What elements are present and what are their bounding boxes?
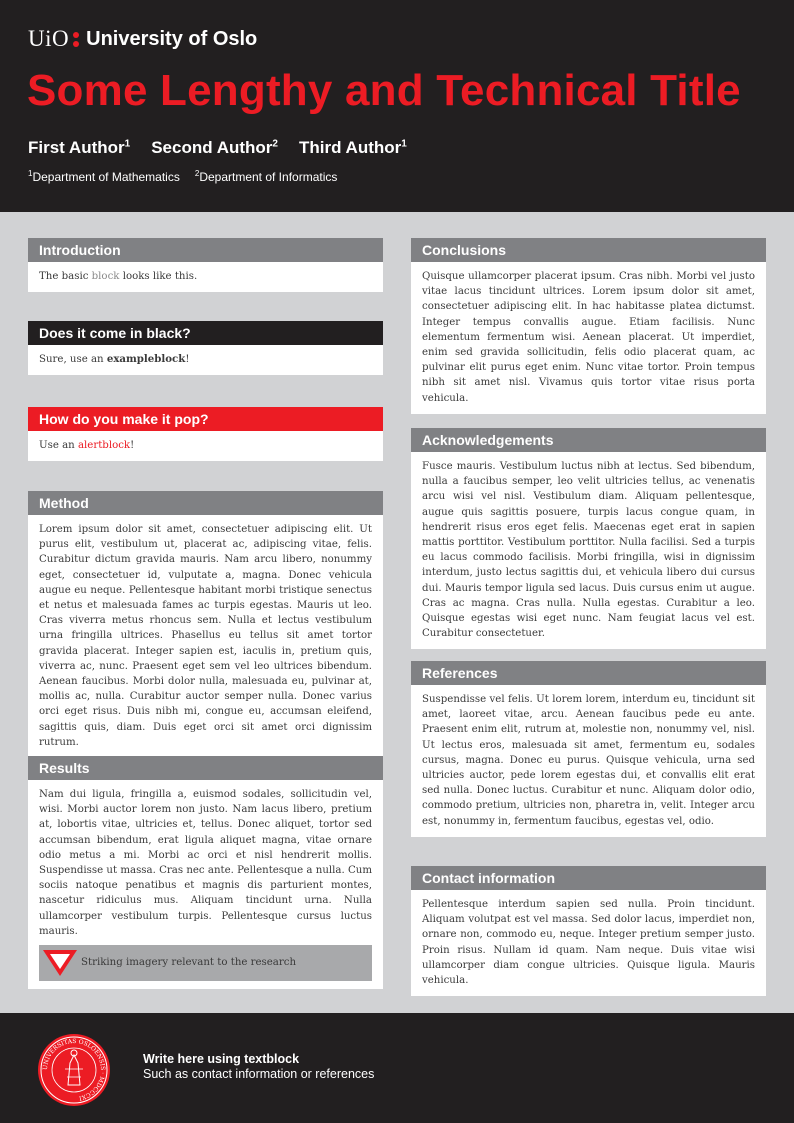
logo-dots-icon (73, 32, 79, 47)
block-body: Lorem ipsum dolor sit amet, consectetuer adipiscing elit. Ut purus elit, vestibulum ut, placerat ac, adipiscing vitae, felis. Curabitur dictum gravida mauris. Nam arcu libero, nonummy eget, consectetuer id, vulputate a, magna. Donec vehicula augue eu neque. Pellentesque habitant morbi tristique senectus et netus et malesuada fames ac turpis egestas. Mauris ut leo. Cras viverra metus rhoncus sem. Nulla et lectus vestibulum urna fringilla ultrices. Phasellus eu tellus sit amet tortor gravida placerat. Integer sapien est, iaculis in, pretium quis, viverra ac, nunc. Praesent eget sem vel leo ultrices bibendum. Aenean faucibus. Morbi dolor nulla, malesuada eu, pulvinar at, mollis ac, nulla. Curabitur auctor semper nulla. Donec varius orci eget risus. Duis nibh mi, congue eu, accumsan eleifend, sagittis quis, diam. Duis eget orci sit amet orci dignissim rutrum. (28, 515, 383, 758)
block-title: Method (28, 491, 383, 515)
footer-line: Such as contact information or references (143, 1067, 375, 1081)
block-results (28, 756, 383, 989)
uio-logo (28, 26, 257, 52)
poster-header (0, 0, 794, 212)
warning-icon (41, 948, 79, 978)
block-title: Introduction (28, 238, 383, 262)
block-method (28, 491, 383, 758)
block-black (28, 321, 383, 375)
block-title: Acknowledgements (411, 428, 766, 452)
block-title: How do you make it pop? (28, 407, 383, 431)
footer-textblock (143, 1052, 374, 1082)
block-contact (411, 866, 766, 996)
block-title: Contact information (411, 866, 766, 890)
affiliation: $^1$Department of Mathematics (28, 169, 180, 184)
affiliation-list (28, 169, 337, 184)
poster-title: Some Lengthy and Technical Title (27, 66, 741, 115)
block-body (28, 780, 383, 989)
block-title: Conclusions (411, 238, 766, 262)
footer-heading: Write here using textblock (143, 1052, 300, 1066)
block-title: Results (28, 756, 383, 780)
block-acknowledgements (411, 428, 766, 649)
block-title: Does it come in black? (28, 321, 383, 345)
block-conclusions (411, 238, 766, 414)
block-alert (28, 407, 383, 461)
svg-text:UNIVERSITAS OSLOENSIS · MDCCCX: UNIVERSITAS OSLOENSIS · MDCCCXI (41, 1037, 107, 1102)
block-title: References (411, 661, 766, 685)
author: First Author$^1$ (28, 138, 131, 157)
block-body: Sure, use an exampleblock! (28, 345, 383, 375)
affiliation: $^2$Department of Informatics (194, 169, 338, 184)
figure-placeholder (39, 945, 372, 981)
author: Third Author$^1$ (298, 138, 407, 157)
university-seal-icon (37, 1033, 111, 1107)
block-body: Quisque ullamcorper placerat ipsum. Cras nibh. Morbi vel justo vitae lacus tincidunt ultrices. Lorem ipsum dolor sit amet, consectetuer adipiscing elit. In hac habitasse platea dictumst. Integer tempus convallis augue. Etiam facilisis. Nunc elementum fermentum wisi. Aenean placerat. Ut imperdiet, enim sed gravida sollicitudin, felis odio placerat quam, ac pulvinar elit purus eget enim. Nunc vitae tortor. Proin tempus nibh sit amet nisl. Vivamus quis tortor vitae risus porta vehicula. (411, 262, 766, 414)
figure-caption: Striking imagery relevant to the research (81, 957, 297, 969)
block-body: The basic block looks like this. (28, 262, 383, 292)
block-introduction (28, 238, 383, 292)
block-body: Fusce mauris. Vestibulum luctus nibh at lectus. Sed bibendum, nulla a faucibus semper, leo velit ultricies tellus, ac venenatis arcu wisi vel nisl. Vestibulum diam. Aliquam pellentesque, augue quis sagittis posuere, turpis lacus congue quam, in hendrerit risus eros eget felis. Maecenas eget erat in sapien mattis porttitor. Vestibulum porttitor. Nulla facilisi. Sed a turpis eu lacus commodo facilisis. Morbi fringilla, wisi in dignissim interdum, justo lectus sagittis dui, et vehicula libero dui cursus dui. Mauris tempor ligula sed lacus. Duis cursus enim ut augue. Cras ac magna. Cras nulla. Nulla egestas. Curabitur a leo. Quisque egestas wisi eget nunc. Nam feugiat lacus vel est. Curabitur consectetuer. (411, 452, 766, 649)
author: Second Author$^2$ (151, 138, 278, 157)
logo-short: UiO (28, 26, 70, 51)
block-body: Suspendisse vel felis. Ut lorem lorem, interdum eu, tincidunt sit amet, laoreet vitae, arcu. Aenean faucibus pede eu ante. Praesent enim elit, rutrum at, molestie non, nonummy vel, nisl. Ut lectus eros, malesuada sit amet, fermentum eu, sodales cursus, magna. Donec eu purus. Quisque vehicula, urna sed ultricies auctor, pede lorem egestas dui, et convallis elit erat sed nulla. Donec luctus. Curabitur et nunc. Aliquam dolor odio, commodo pretium, ultricies non, pharetra in, velit. Integer arcu est, nonummy in, fermentum faucibus, egestas vel, odio. (411, 685, 766, 837)
logo-name: University of Oslo (86, 27, 258, 50)
results-text: Nam dui ligula, fringilla a, euismod sodales, sollicitudin vel, wisi. Morbi auctor lorem non justo. Nam lacus libero, pretium at, lobortis vitae, ultricies et, tellus. Donec aliquet, tortor sed accumsan bibendum, erat ligula aliquet magna, vitae ornare odio metus a mi. Morbi ac orci et nisl hendrerit mollis. Suspendisse ut massa. Cras nec ante. Pellentesque a nulla. Cum sociis natoque penatibus et magnis dis parturient montes, nascetur ridiculus mus. Aliquam tincidunt urna. Nulla ullamcorper vestibulum turpis. Pellentesque cursus luctus mauris. (39, 789, 372, 937)
poster-footer (0, 1013, 794, 1123)
author-list (28, 138, 407, 158)
block-references (411, 661, 766, 837)
block-body: Use an alertblock! (28, 431, 383, 461)
block-body: Pellentesque interdum sapien sed nulla. Proin tincidunt. Aliquam volutpat est vel massa. Sed dolor lacus, imperdiet non, ornare non, commodo eu, neque. Integer pretium semper justo. Proin risus. Nullam id quam. Nam neque. Duis vitae wisi ullamcorper diam congue ultricies. Quisque ligula. Mauris vehicula. (411, 890, 766, 996)
